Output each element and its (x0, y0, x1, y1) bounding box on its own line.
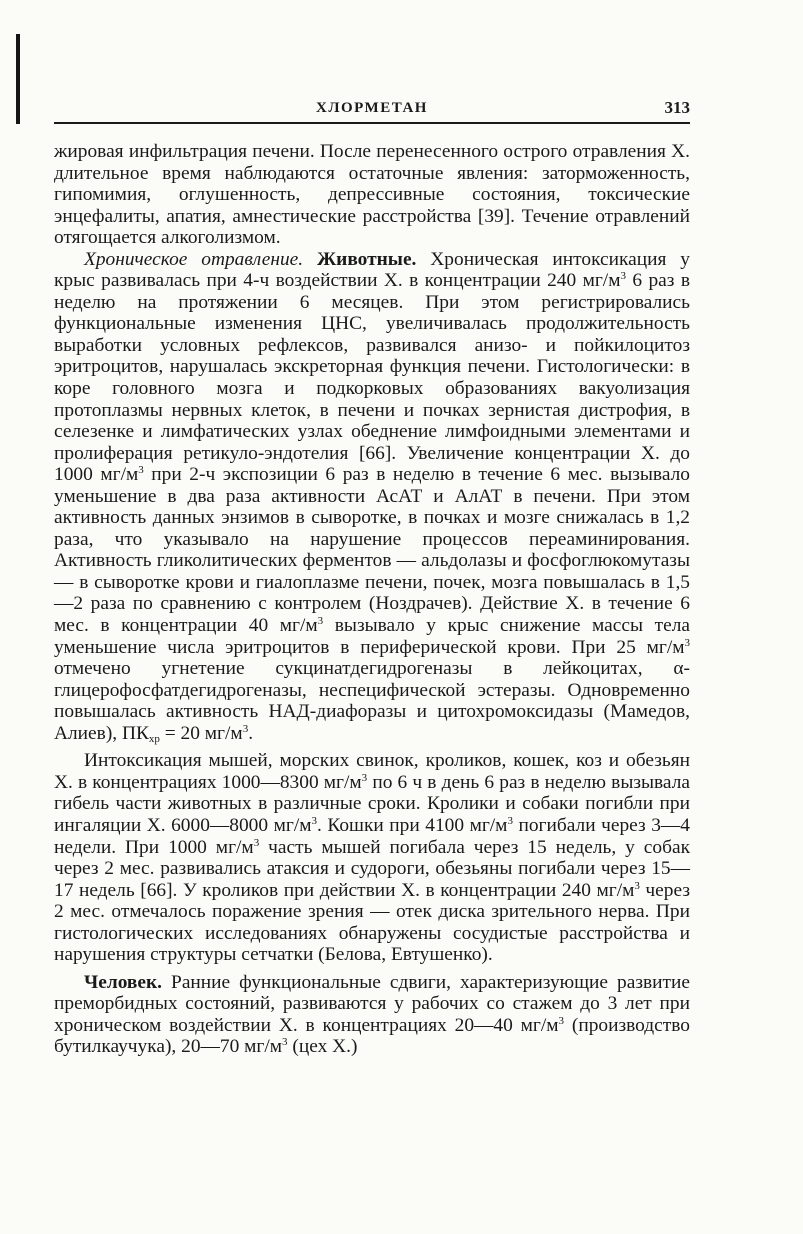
paragraph-text: Хроническая интоксикация у крыс развивалась при 4-ч воздействии Х. в концентрации 240 мг/м (54, 248, 690, 292)
paragraph-text: жировая инфильтрация печени. После перенесенного острого отравления Х. длительное время наблюдаются остаточные явления: заторможенность, гипомимия, оглушенность, депрессивные состояния, токсические энцефалиты, апатия, амнестические расстройства [39]. Течение отравлений отягощается алкоголизмом. (54, 141, 690, 249)
page-edge-mark (16, 34, 20, 124)
superscript: 3 (361, 771, 368, 784)
paragraph-text: при 2-ч экспозиции 6 раз в неделю в течение 6 мес. вызывало уменьшение в два раза активности АсАТ и АлАТ в печени. При этом активность данных энзимов в сыворотке, в почках и мозге снижалась в 1,2 раза, что указывало на нарушение процессов переаминирования. Активность гликолитических ферментов — альдолазы и фосфоглюкомутазы — в сыворотке крови и гиалоплазме печени, почек, мозга повышалась в 1,5—2 раза по сравнению с контролем (Ноздрачев). Действие Х. в течение 6 мес. в концентрации 40 мг/м (54, 464, 690, 637)
paragraph-text: через 2 мес. отмечалось поражение зрения — отек диска зрительного нерва. При гистологических исследованиях обнаружены сосудистые расстройства и нарушения структуры сетчатки (Белова, Евтушенко). (54, 879, 690, 966)
superscript: 3 (138, 464, 144, 477)
subscript: хр (148, 732, 160, 745)
superscript: 3 (507, 814, 513, 827)
paragraph-text: Ранние функциональные сдвиги, характеризующие развитие преморбидных состояний, развиваются у рабочих со стажем до 3 лет при хроническом воздействии Х. в концентрациях 20—40 мг/м (54, 971, 690, 1036)
paragraph-text: погибали через 3—4 недели. При 1000 мг/м (54, 814, 690, 858)
paragraph-text: (цех Х.) (292, 1036, 358, 1058)
paragraph-text: по 6 ч в день 6 раз в неделю вызывала гибель части животных в различные сроки. Кролики и собаки погибли при ингаляции Х. 6000—8000 мг/м (54, 771, 690, 836)
page-number: 313 (664, 98, 690, 117)
superscript: 3 (620, 270, 626, 283)
paragraph-text: Интоксикация мышей, морских свинок, кроликов, кошек, коз и обезьян Х. в концентрациях 1000—8300 мг/м (54, 750, 690, 793)
superscript: 3 (684, 636, 690, 649)
paragraph-text: = 20 мг/м (159, 722, 243, 744)
paragraph-acute-aftereffects (54, 141, 690, 249)
paragraph-chronic-animals (54, 249, 690, 745)
paragraph-text: часть мышей погибала через 15 недель, у собак через 2 мес. развивались атаксия и судороги, обезьяны погибали через 15—17 недель [66]. У кроликов при действии Х. в концентрации 240 мг/м (54, 836, 690, 901)
paragraph-animal-species (54, 750, 690, 965)
paragraph-text: 6 раз в неделю на протяжении 6 месяцев. При этом регистрировались функциональные изменения ЦНС, увеличивалась продолжительность выработки условных рефлексов, развивался анизо- и пойкилоцитоз эритроцитов, нарушалась экскреторная функция печени. Гистологически: в коре головного мозга и подкорковых образованиях вакуолизация протоплазмы нервных клеток, в печени и почках зернистая дистрофия, в селезенке и лимфатических узлах обеднение лимфоидными элементами и пролиферация ретикуло-эндотелия [66]. Увеличение концентрации Х. до 1000 мг/м (54, 270, 690, 486)
running-title: ХЛОРМЕТАН (316, 100, 428, 116)
subsection-lead-human: Человек. (84, 971, 163, 993)
superscript: 3 (634, 879, 640, 892)
paragraph-text: вызывало у крыс снижение массы тела уменьшение числа эритроцитов в периферической крови. При 25 мг/м (54, 615, 690, 658)
superscript: 3 (282, 1036, 288, 1049)
running-head (54, 98, 690, 124)
superscript: 3 (558, 1014, 565, 1027)
paragraph-human (54, 972, 690, 1058)
subsection-lead-animals: Животные. (316, 248, 417, 270)
paragraph-text: . (248, 722, 254, 744)
section-lead-chronic: Хроническое отравление. (84, 248, 304, 270)
paragraph-text: (производство бутилкаучука), 20—70 мг/м (54, 1014, 690, 1058)
superscript: 3 (317, 615, 324, 628)
text-body (54, 141, 690, 1058)
superscript: 3 (311, 814, 317, 827)
superscript: 3 (242, 722, 249, 735)
paragraph-text: . Кошки при 4100 мг/м (316, 814, 508, 836)
paragraph-text: отмечено угнетение сукцинатдегидрогеназы в лейкоцитах, α-глицерофосфатдегидрогеназы, неспецифической эстеразы. Одновременно повышалась активность НАД-диафоразы и цитохромоксидазы (Мамедов, Алиев), ПК (54, 658, 690, 744)
superscript: 3 (253, 836, 260, 849)
